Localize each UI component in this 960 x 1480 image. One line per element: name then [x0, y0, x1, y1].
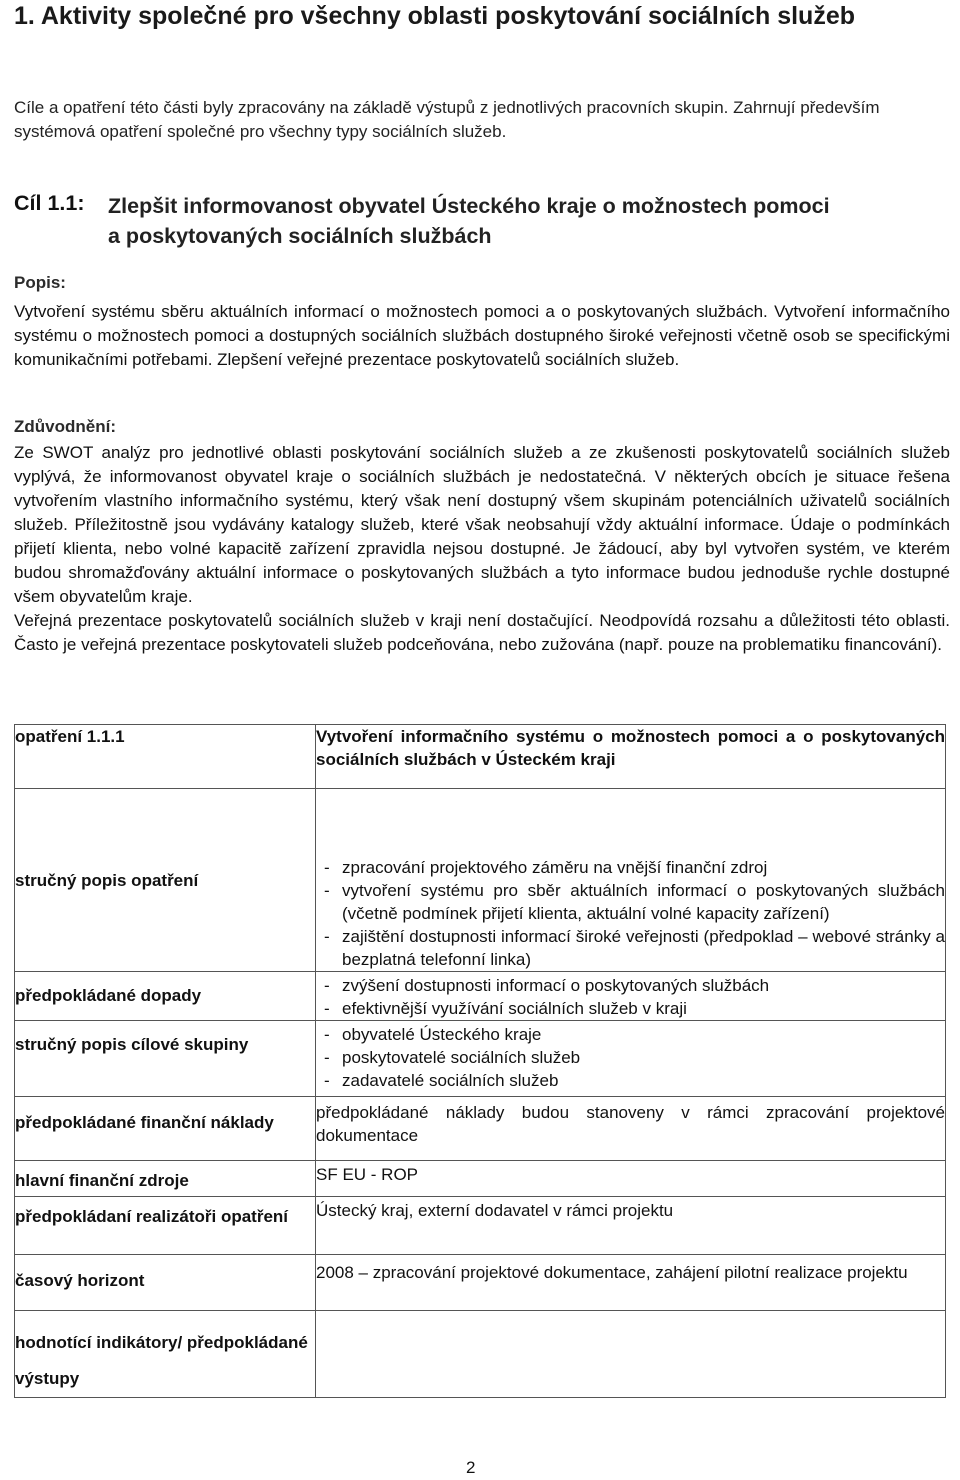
table-row — [15, 789, 946, 972]
table-row — [15, 972, 946, 1021]
indikatory-label-cell — [15, 1311, 316, 1398]
list-item: - poskytovatelé sociálních služeb — [316, 1046, 945, 1069]
goal-text — [108, 191, 948, 251]
table-row — [15, 1161, 946, 1197]
goal-label: Cíl 1.1: — [14, 191, 85, 215]
zdroje-value-cell — [316, 1161, 946, 1197]
opatreni-value: Vytvoření informačního systému o možnostech pomoci a o poskytovaných sociálních službách v Ústeckém kraji — [316, 727, 945, 769]
list-item: - zajištění dostupnosti informací široké veřejnosti (předpoklad – webové stránky a bezplatná telefonní linka) — [316, 925, 945, 971]
naklady-value: předpokládané náklady budou stanoveny v rámci zpracování projektové dokumentace — [316, 1103, 945, 1145]
zduvodneni-heading: Zdůvodnění: — [14, 417, 116, 436]
realizatori-label: předpokládaní realizátoři opatření — [15, 1207, 289, 1226]
skupina-value-cell — [316, 1021, 946, 1097]
skupina-list — [316, 1023, 945, 1092]
table-row — [15, 1197, 946, 1255]
zduvodneni-text — [14, 441, 950, 657]
dopady-label: předpokládané dopady — [15, 986, 202, 1005]
section-heading: 1. Aktivity společné pro všechny oblasti poskytování sociálních služeb — [14, 2, 856, 30]
skupina-label-cell — [15, 1021, 316, 1097]
naklady-value-cell — [316, 1097, 946, 1161]
indikatory-value-cell — [316, 1311, 946, 1398]
zdroje-label: hlavní finanční zdroje — [15, 1171, 189, 1190]
naklady-label-cell — [15, 1097, 316, 1161]
popis-heading: Popis: — [14, 273, 66, 292]
opatreni-label-cell — [15, 725, 316, 789]
opatreni-value-cell — [316, 725, 946, 789]
popis-text: Vytvoření systému sběru aktuálních informací o možnostech pomoci a o poskytovaných službách. Vytvoření informačního systému o možnostech pomoci a dostupných sociálních službách dostupného široké veřejnosti včetně osob se specifickými komunikačními potřebami. Zlepšení veřejné prezentace poskytovatelů sociálních služeb. — [14, 302, 950, 369]
table-row — [15, 1255, 946, 1311]
table-row — [15, 1021, 946, 1097]
list-item: - zvýšení dostupnosti informací o poskytovaných službách — [316, 974, 945, 997]
goal-text-line1: Zlepšit informovanost obyvatel Ústeckého kraje o možnostech pomoci — [108, 194, 830, 218]
naklady-label: předpokládané finanční náklady — [15, 1113, 274, 1132]
list-item: - obyvatelé Ústeckého kraje — [316, 1023, 945, 1046]
indikatory-label: hodnotící indikátory/ předpokládané výstupy — [15, 1333, 308, 1388]
popis-label: stručný popis opatření — [15, 871, 199, 890]
popis-list — [316, 856, 945, 971]
intro-paragraph: Cíle a opatření této části byly zpracovány na základě výstupů z jednotlivých pracovních skupin. Zahrnují především systémová opatření společné pro všechny typy sociálních služeb. — [14, 98, 880, 141]
realizatori-label-cell — [15, 1197, 316, 1255]
list-item: - zadavatelé sociálních služeb — [316, 1069, 945, 1092]
zduvodneni-paragraph-1: Ze SWOT analýz pro jednotlivé oblasti poskytování sociálních služeb a ze zkušenosti poskytovatelů sociálních služeb vyplývá, že informovanost obyvatel kraje o sociálních službách je nedostatečná. V některých obcích je situace řešena vytvořením vlastního informačního systému, který však není dostupný všem skupinám potenciálních uživatelů sociálních služeb. Příležitostně jsou vydávány katalogy služeb, které však neobsahují vždy aktuální informace. Údaje o podmínkách přijetí klienta, nebo volné kapacitě zařízení zpravidla nejsou dostupné. Je žádoucí, aby byl vytvořen systém, ve kterém budou shromažďovány aktuální informace o poskytovaných službách a tyto informace budou jednoduše rychle dostupné všem obyvatelům kraje. — [14, 443, 950, 606]
page-number: 2 — [466, 1458, 476, 1477]
skupina-label: stručný popis cílové skupiny — [15, 1035, 249, 1054]
goal-text-line2: a poskytovaných sociálních službách — [108, 224, 492, 248]
dopady-label-cell — [15, 972, 316, 1021]
realizatori-value-cell — [316, 1197, 946, 1255]
measure-table — [14, 724, 946, 1398]
list-item: - vytvoření systému pro sběr aktuálních informací o poskytovaných službách (včetně podmínek přijetí klienta, aktuální volné kapacity zařízení) — [316, 879, 945, 925]
list-item: - zpracování projektového záměru na vnější finanční zdroj — [316, 856, 945, 879]
table-row — [15, 1097, 946, 1161]
horizont-value-cell — [316, 1255, 946, 1311]
list-item: - efektivnější využívání sociálních služeb v kraji — [316, 997, 945, 1020]
popis-value-cell — [316, 789, 946, 972]
opatreni-label: opatření 1.1.1 — [15, 727, 125, 746]
zdroje-value: SF EU - ROP — [316, 1165, 419, 1184]
zduvodneni-paragraph-2: Veřejná prezentace poskytovatelů sociálních služeb v kraji není dostačující. Neodpovídá rozsahu a důležitosti této oblasti. Často je veřejná prezentace poskytovateli služeb podceňována, nebo zužována (např. pouze na problematiku financování). — [14, 611, 950, 654]
realizatori-value: Ústecký kraj, externí dodavatel v rámci projektu — [316, 1201, 674, 1220]
dopady-value-cell — [316, 972, 946, 1021]
table-row — [15, 725, 946, 789]
zdroje-label-cell — [15, 1161, 316, 1197]
table-row — [15, 1311, 946, 1398]
horizont-value: 2008 – zpracování projektové dokumentace, zahájení pilotní realizace projektu — [316, 1263, 908, 1282]
dopady-list — [316, 974, 945, 1020]
horizont-label-cell — [15, 1255, 316, 1311]
horizont-label: časový horizont — [15, 1271, 145, 1290]
popis-label-cell — [15, 789, 316, 972]
